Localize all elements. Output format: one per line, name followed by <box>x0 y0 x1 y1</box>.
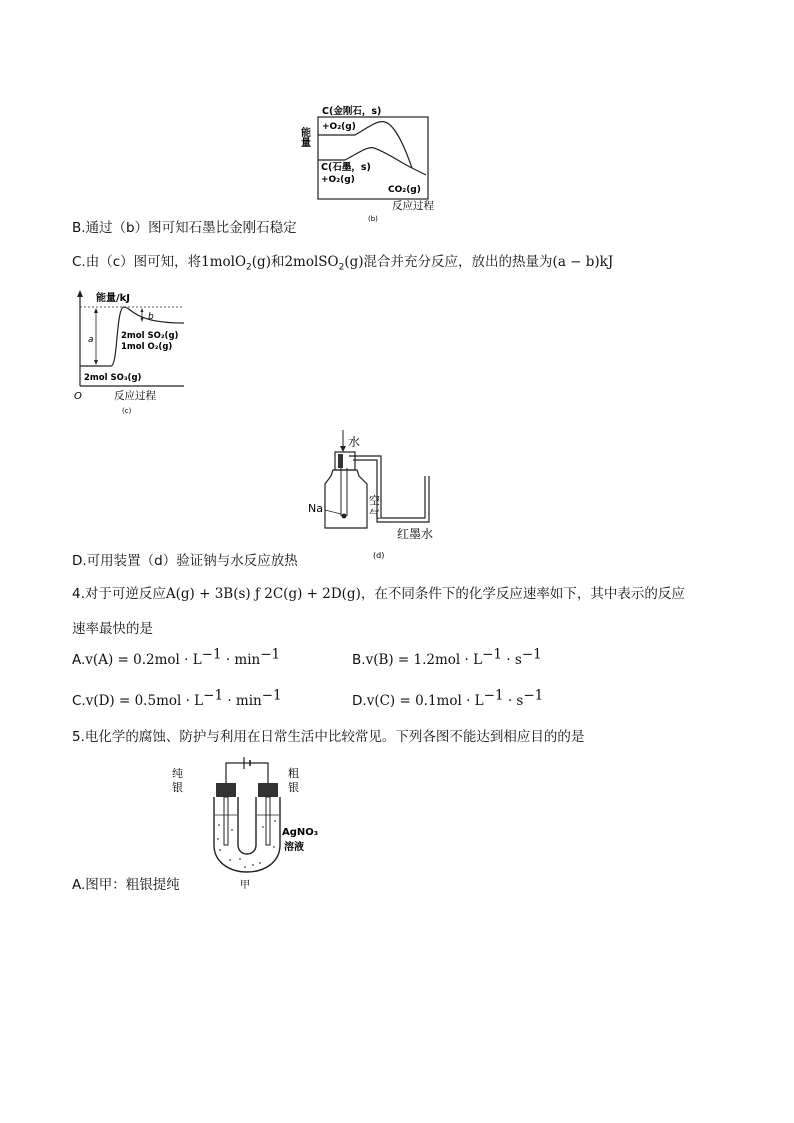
co2-label: CO₂(g) <box>388 185 421 195</box>
question-5: 5.电化学的腐蚀、防护与利用在日常生活中比较常见。下列各图不能达到相应目的的是 <box>72 729 585 745</box>
q4-option-b: $B.v(B) = 1.2mol \cdot L^{-1} \cdot s^{-1}$ <box>352 646 542 668</box>
option-c-middle: 和 <box>270 254 285 270</box>
diamond-label-2: +O₂(g) <box>322 122 356 132</box>
q4-intro: 4.对于可逆反应 <box>72 586 166 602</box>
origin-label: O <box>74 391 82 402</box>
b-label: b <box>148 312 154 322</box>
figure-d-caption: (d) <box>373 551 385 560</box>
q5-option-a: A.图甲：粗银提纯 <box>72 877 180 893</box>
pure-label-1: 纯 <box>172 767 183 780</box>
pure-label-2: 银 <box>172 781 183 794</box>
option-c-mid2: 混合并充分反应，放出的热量为 <box>363 254 553 270</box>
so2-phase: (g) <box>344 254 364 270</box>
heat-expression: (a − b)kJ <box>552 254 614 270</box>
q4-rest: ，在不同条件下的化学反应速率如下，其中表示的反应 <box>360 586 685 602</box>
graphite-label-2: +O₂(g) <box>321 175 355 185</box>
option-b: B.通过（b）图可知石墨比金刚石稳定 <box>72 220 297 236</box>
q4-equation: A(g) + 3B(s) ƒ 2C(g) + 2D(g) <box>165 586 361 602</box>
o2-label: 1mol O₂(g) <box>121 342 173 352</box>
air-label-2: 气 <box>369 508 380 521</box>
energy-axis-label: 能量 <box>298 127 310 147</box>
option-d: D.可用装置（d）验证钠与水反应放热 <box>72 553 298 569</box>
o2-amount: 1molO <box>201 254 247 270</box>
crude-label-2: 银 <box>288 781 299 794</box>
air-label-1: 空 <box>369 494 380 507</box>
water-label: 水 <box>348 435 361 449</box>
question-4 <box>72 585 685 603</box>
option-c: C.由（c）图可知，将1molO$_2$(g)和2molSO$_2$(g)混合并充分反应，放出的热量为(a − b)kJ <box>72 254 614 273</box>
figure-d <box>305 428 455 566</box>
a-label: a <box>88 335 94 345</box>
diamond-label-1: C(金刚石，s) <box>322 106 382 117</box>
figure-c <box>66 288 192 416</box>
reaction-process-label: 反应过程 <box>114 390 156 402</box>
reaction-axis-label: 反应过程 <box>392 200 434 212</box>
agno3-label: AgNO₃ <box>282 827 319 838</box>
figure-jia <box>170 755 330 890</box>
na-label: Na <box>308 502 323 515</box>
ink-label: 红墨水 <box>397 527 434 541</box>
q4-option-d: $D.v(C) = 0.1mol \cdot L^{-1} \cdot s^{-1}$ <box>352 687 544 709</box>
figure-c-caption: (c) <box>122 407 132 415</box>
solution-label: 溶液 <box>284 842 304 853</box>
energy-kj-label: 能量/kJ <box>96 293 131 304</box>
q4-option-c: $C.v(D) = 0.5mol \cdot L^{-1} \cdot \min^{-1}$ <box>72 687 282 709</box>
so2-label: 2mol SO₂(g) <box>121 331 179 341</box>
q4-option-a: $A.v(A) = 0.2mol \cdot L^{-1} \cdot \min^{-1}$ <box>72 646 281 668</box>
o2-phase: (g) <box>251 254 271 270</box>
so2-amount: 2molSO <box>284 254 339 270</box>
figure-b <box>300 100 440 222</box>
option-c-prefix: C.由（c）图可知，将 <box>72 254 202 270</box>
so3-label: 2mol SO₃(g) <box>84 373 142 383</box>
crude-label-1: 粗 <box>288 767 299 780</box>
graphite-label-1: C(石墨，s) <box>321 162 371 173</box>
flask <box>325 470 367 528</box>
figure-jia-caption: 甲 <box>240 880 250 891</box>
question-4-line2: 速率最快的是 <box>72 621 153 637</box>
figure-b-caption: (b) <box>368 215 378 223</box>
